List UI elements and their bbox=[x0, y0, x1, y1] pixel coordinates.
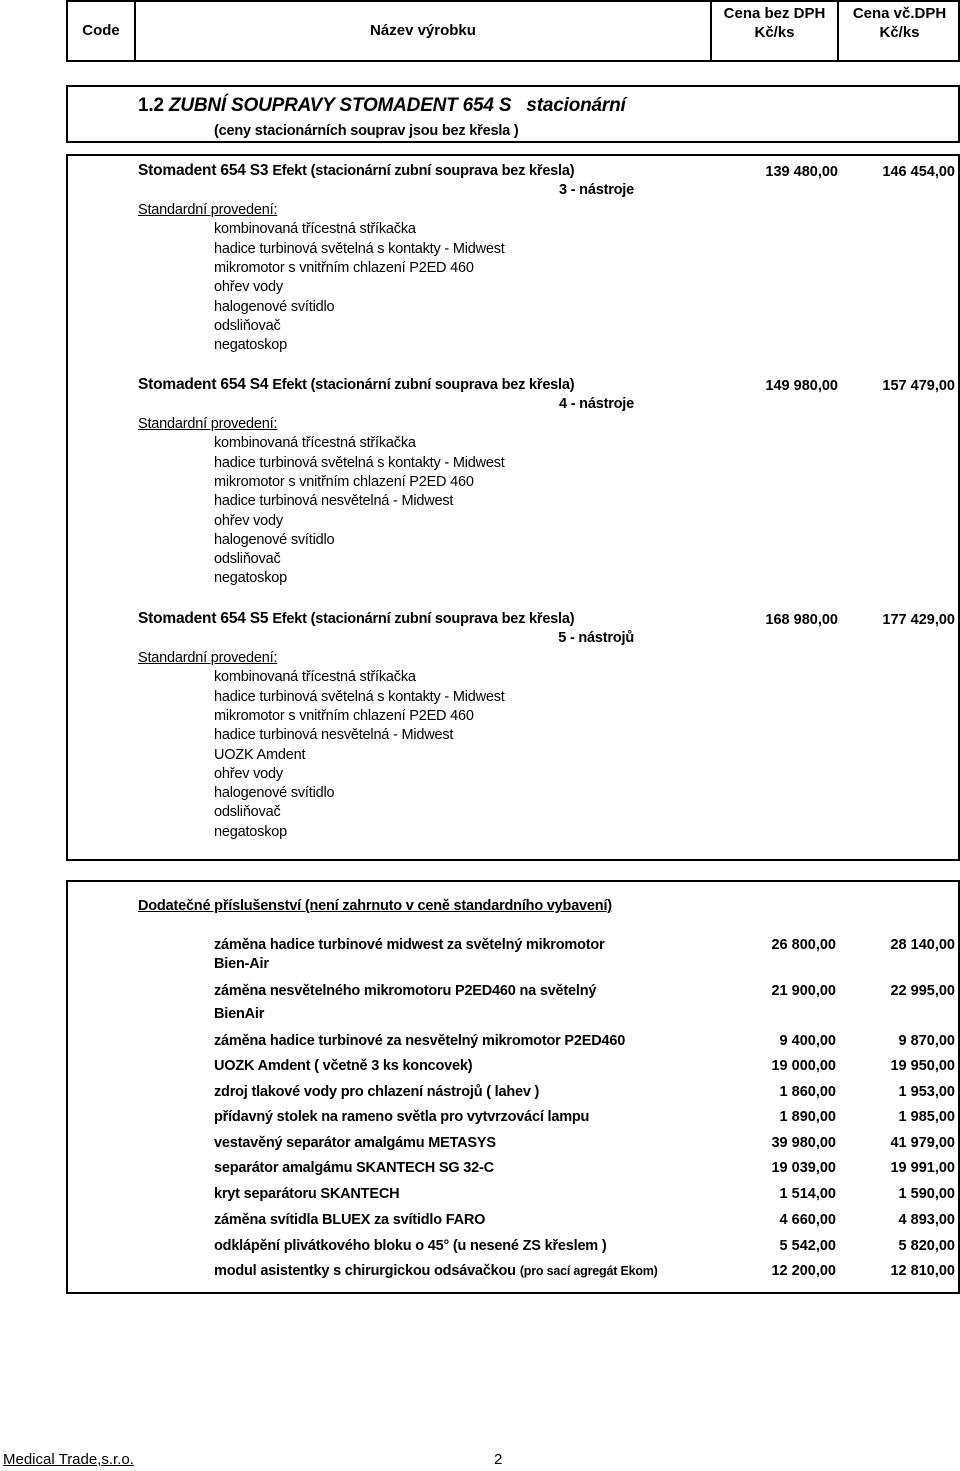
equipment-item: halogenové svítidlo bbox=[214, 785, 335, 802]
product-title bbox=[138, 162, 574, 180]
equipment-item: ohřev vody bbox=[214, 279, 283, 296]
standard-equipment-label: Standardní provedení: bbox=[138, 202, 278, 218]
header-product-name: Název výrobku bbox=[370, 22, 476, 39]
accessory-name-text: vestavěný separátor amalgámu METASYS bbox=[214, 1135, 496, 1151]
accessory-price-with-vat: 19 950,00 bbox=[890, 1058, 955, 1074]
header-price-no-vat bbox=[712, 4, 837, 42]
accessory-price-without-vat: 26 800,00 bbox=[771, 937, 836, 953]
accessories-title-text: Dodatečné příslušenství bbox=[138, 898, 302, 914]
standard-equipment-label: Standardní provedení: bbox=[138, 416, 278, 432]
accessory-price-without-vat: 1 890,00 bbox=[779, 1109, 836, 1125]
price-without-vat: 168 980,00 bbox=[765, 612, 838, 628]
product-description: Efekt (stacionární zubní souprava bez křesla) bbox=[272, 611, 575, 627]
product-tools-count: 5 - nástrojů bbox=[558, 630, 634, 646]
accessory-price-without-vat: 1 514,00 bbox=[779, 1186, 836, 1202]
equipment-item: ohřev vody bbox=[214, 512, 283, 529]
equipment-item: mikromotor s vnitřním chlazení P2ED 460 bbox=[214, 707, 474, 724]
price-with-vat: 177 429,00 bbox=[882, 612, 955, 628]
accessory-name-text: UOZK Amdent ( včetně 3 ks koncovek) bbox=[214, 1058, 473, 1074]
equipment-item: hadice turbinová světelná s kontakty - Midwest bbox=[214, 688, 505, 705]
accessory-price-with-vat: 1 590,00 bbox=[898, 1186, 955, 1202]
accessory-price-without-vat: 4 660,00 bbox=[779, 1212, 836, 1228]
accessory-name bbox=[214, 983, 596, 999]
accessory-price-with-vat: 1 985,00 bbox=[898, 1109, 955, 1125]
price-without-vat: 139 480,00 bbox=[765, 164, 838, 180]
product-tools-count: 4 - nástroje bbox=[559, 396, 634, 412]
footer-company: Medical Trade,s.r.o. bbox=[3, 1451, 134, 1468]
accessory-name bbox=[214, 1263, 658, 1279]
equipment-item: halogenové svítidlo bbox=[214, 531, 335, 548]
equipment-item: negatoskop bbox=[214, 337, 287, 354]
section-subtitle: (ceny stacionárních souprav jsou bez křesla ) bbox=[214, 123, 519, 139]
header-price-vat bbox=[839, 4, 960, 42]
accessory-name-text: záměna nesvětelného mikromotoru P2ED460 na světelný bbox=[214, 983, 597, 999]
equipment-item: mikromotor s vnitřním chlazení P2ED 460 bbox=[214, 259, 474, 276]
equipment-item: hadice turbinová nesvětelná - Midwest bbox=[214, 493, 454, 510]
accessory-price-without-vat: 19 039,00 bbox=[771, 1160, 836, 1176]
accessory-name bbox=[214, 937, 605, 953]
accessory-name-text: separátor amalgámu SKANTECH SG 32-C bbox=[214, 1160, 494, 1176]
equipment-item: hadice turbinová nesvětelná - Midwest bbox=[214, 727, 454, 744]
accessories-title bbox=[138, 898, 612, 914]
equipment-item: odsliňovač bbox=[214, 804, 281, 821]
accessory-price-with-vat: 19 991,00 bbox=[890, 1160, 955, 1176]
accessory-price-with-vat: 28 140,00 bbox=[890, 937, 955, 953]
standard-equipment-label: Standardní provedení: bbox=[138, 650, 278, 666]
product-description: Efekt (stacionární zubní souprava bez křesla) bbox=[272, 377, 575, 393]
accessory-name bbox=[214, 1135, 496, 1151]
accessory-price-with-vat: 1 953,00 bbox=[898, 1084, 955, 1100]
equipment-item: kombinovaná třícestná stříkačka bbox=[214, 221, 416, 238]
accessory-price-without-vat: 21 900,00 bbox=[771, 983, 836, 999]
equipment-item: UOZK Amdent bbox=[214, 746, 306, 763]
section-title-suffix: stacionární bbox=[526, 95, 626, 116]
product-description: Efekt (stacionární zubní souprava bez křesla) bbox=[272, 163, 575, 179]
header-price-vat-line2: Kč/ks bbox=[879, 24, 920, 41]
accessory-name-line2: Bien-Air bbox=[214, 956, 269, 972]
accessory-name-text: záměna svítidla BLUEX za svítidlo FARO bbox=[214, 1212, 486, 1228]
accessory-price-without-vat: 19 000,00 bbox=[771, 1058, 836, 1074]
equipment-item: mikromotor s vnitřním chlazení P2ED 460 bbox=[214, 473, 474, 490]
equipment-item: kombinovaná třícestná stříkačka bbox=[214, 669, 416, 686]
accessories-title-note: (není zahrnuto v ceně standardního vybavení) bbox=[304, 898, 612, 914]
header-code: Code bbox=[82, 22, 120, 39]
accessory-name bbox=[214, 1160, 494, 1176]
accessory-name bbox=[214, 1186, 399, 1202]
accessory-price-without-vat: 5 542,00 bbox=[779, 1238, 836, 1254]
accessory-name-note: (pro sací agregát Ekom) bbox=[519, 1264, 658, 1278]
equipment-item: negatoskop bbox=[214, 823, 287, 840]
equipment-item: odsliňovač bbox=[214, 317, 281, 334]
accessory-name bbox=[214, 1058, 472, 1074]
accessory-price-with-vat: 12 810,00 bbox=[890, 1263, 955, 1279]
equipment-item: hadice turbinová světelná s kontakty - Midwest bbox=[214, 240, 505, 257]
accessory-name bbox=[214, 1084, 539, 1100]
accessory-name bbox=[214, 1238, 606, 1254]
equipment-item: hadice turbinová světelná s kontakty - Midwest bbox=[214, 454, 505, 471]
equipment-item: ohřev vody bbox=[214, 765, 283, 782]
accessory-name-text: modul asistentky s chirurgickou odsávačkou bbox=[214, 1263, 516, 1279]
equipment-item: halogenové svítidlo bbox=[214, 298, 335, 315]
accessory-name-text: zdroj tlakové vody pro chlazení nástrojů ( lahev ) bbox=[214, 1084, 540, 1100]
product-name: Stomadent 654 S5 bbox=[138, 610, 269, 627]
product-title bbox=[138, 376, 574, 394]
header-price-vat-line1: Cena vč.DPH bbox=[852, 5, 947, 22]
accessory-name bbox=[214, 1212, 485, 1228]
accessory-price-without-vat: 39 980,00 bbox=[771, 1135, 836, 1151]
accessory-price-with-vat: 9 870,00 bbox=[898, 1033, 955, 1049]
price-with-vat: 157 479,00 bbox=[882, 378, 955, 394]
section-title-text: ZUBNÍ SOUPRAVY STOMADENT 654 S bbox=[168, 95, 512, 116]
section-title bbox=[138, 95, 626, 117]
accessory-price-with-vat: 22 995,00 bbox=[890, 983, 955, 999]
accessory-name-text: záměna hadice turbinové midwest za světelný mikromotor bbox=[214, 937, 605, 953]
accessory-price-with-vat: 4 893,00 bbox=[898, 1212, 955, 1228]
equipment-item: negatoskop bbox=[214, 570, 287, 587]
footer-page-number: 2 bbox=[494, 1451, 503, 1468]
accessory-name-text: přídavný stolek na rameno světla pro vytvrzovácí lampu bbox=[214, 1109, 590, 1125]
section-title-number: 1.2 bbox=[138, 95, 164, 116]
header-price-no-vat-line2: Kč/ks bbox=[754, 24, 795, 41]
accessory-name bbox=[214, 1109, 589, 1125]
accessory-price-with-vat: 5 820,00 bbox=[898, 1238, 955, 1254]
accessory-name-line2: BienAir bbox=[214, 1006, 265, 1022]
accessory-price-with-vat: 41 979,00 bbox=[890, 1135, 955, 1151]
price-without-vat: 149 980,00 bbox=[765, 378, 838, 394]
equipment-item: odsliňovač bbox=[214, 551, 281, 568]
products-box bbox=[66, 154, 960, 861]
accessory-price-without-vat: 1 860,00 bbox=[779, 1084, 836, 1100]
accessory-name bbox=[214, 1033, 625, 1049]
price-with-vat: 146 454,00 bbox=[882, 164, 955, 180]
product-name: Stomadent 654 S4 bbox=[138, 376, 269, 393]
accessory-name-text: záměna hadice turbinové za nesvětelný mikromotor P2ED460 bbox=[214, 1033, 626, 1049]
accessory-name-text: odklápění plivátkového bloku o 45° (u nesené ZS křeslem ) bbox=[214, 1238, 607, 1254]
accessory-name-text: kryt separátoru SKANTECH bbox=[214, 1186, 400, 1202]
product-tools-count: 3 - nástroje bbox=[559, 182, 634, 198]
accessory-price-without-vat: 9 400,00 bbox=[779, 1033, 836, 1049]
equipment-item: kombinovaná třícestná stříkačka bbox=[214, 435, 416, 452]
product-name: Stomadent 654 S3 bbox=[138, 162, 269, 179]
product-title bbox=[138, 610, 574, 628]
header-price-no-vat-line1: Cena bez DPH bbox=[723, 5, 826, 22]
accessory-price-without-vat: 12 200,00 bbox=[771, 1263, 836, 1279]
